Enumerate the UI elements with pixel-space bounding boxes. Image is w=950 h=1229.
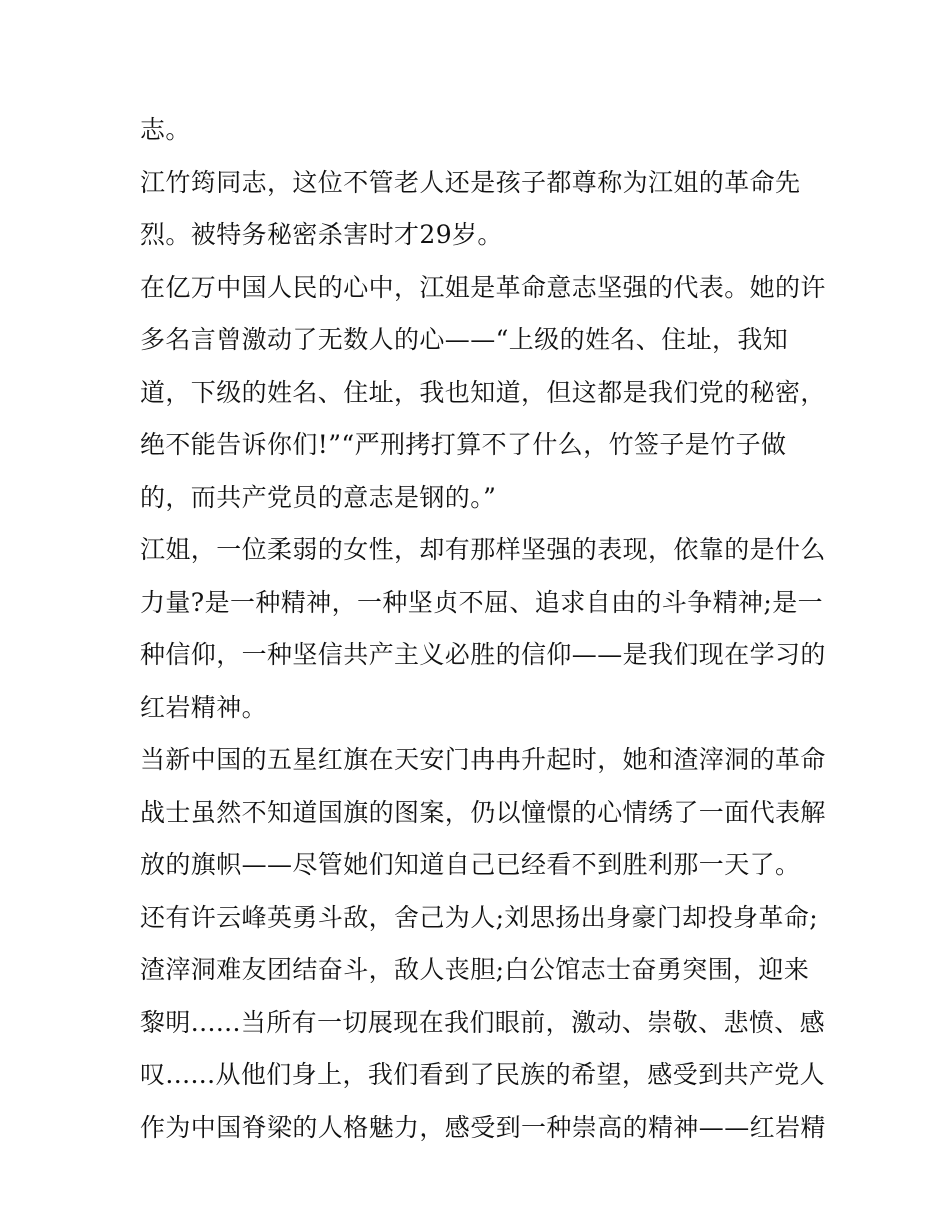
text-line-8: 的，而共产党员的意志是钢的。” xyxy=(140,482,497,512)
text-line-11: 种信仰，一种坚信共产主义必胜的信仰——是我们现在学习的 xyxy=(140,640,826,669)
text-line-12: 红岩精神。 xyxy=(140,692,268,722)
text-line-7: 绝不能告诉你们!”“严刑拷打算不了什么，竹签子是竹子做 xyxy=(140,430,787,459)
text-line-20: 作为中国脊梁的人格魅力，感受到一种崇高的精神——红岩精 xyxy=(140,1112,826,1142)
text-line-16: 还有许云峰英勇斗敌，舍己为人;刘思扬出身豪门却投身革命; xyxy=(140,902,819,932)
text-line-3: 烈。被特务秘密杀害时才29岁。 xyxy=(140,220,503,249)
text-line-4: 在亿万中国人民的心中，江姐是革命意志坚强的代表。她的许 xyxy=(140,272,826,302)
body-text xyxy=(140,104,826,1154)
text-line-10: 力量?是一种精神，一种坚贞不屈、追求自由的斗争精神;是一 xyxy=(140,587,824,617)
text-line-17: 渣滓洞难友团结奋斗，敌人丧胆;白公馆志士奋勇突围，迎来 xyxy=(140,955,810,984)
text-line-2: 江竹筠同志，这位不管老人还是孩子都尊称为江姐的革命先 xyxy=(140,167,801,197)
text-line-13: 当新中国的五星红旗在天安门冉冉升起时，她和渣滓洞的革命 xyxy=(140,745,826,774)
text-line-9: 江姐，一位柔弱的女性，却有那样坚强的表现，依靠的是什么 xyxy=(140,535,826,564)
text-line-6: 道，下级的姓名、住址，我也知道，但这都是我们党的秘密， xyxy=(140,377,826,407)
text-line-19: 叹......从他们身上，我们看到了民族的希望，感受到共产党人 xyxy=(140,1060,826,1089)
text-line-14: 战士虽然不知道国旗的图案，仍以憧憬的心情绣了一面代表解 xyxy=(140,797,826,827)
text-line-1: 志。 xyxy=(140,115,191,144)
text-line-5: 多名言曾激动了无数人的心——“上级的姓名、住址，我知 xyxy=(140,325,789,354)
text-line-15: 放的旗帜——尽管她们知道自己已经看不到胜利那一天了。 xyxy=(140,850,801,879)
text-line-18: 黎明......当所有一切展现在我们眼前，激动、崇敬、悲愤、感 xyxy=(140,1007,826,1037)
